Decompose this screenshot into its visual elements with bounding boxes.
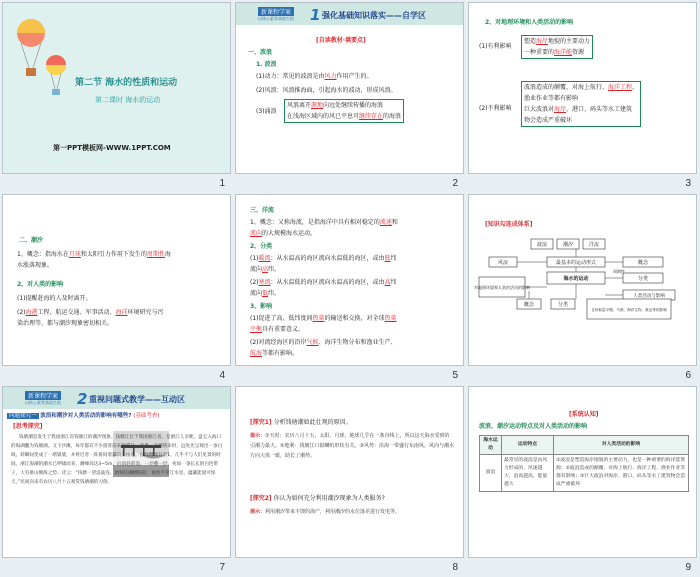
paragraph-2: (1)暖流：从水温高的海区流向水温低的海区，或由低纬 流向高纬。 xyxy=(250,255,397,273)
header-title: 强化基础知识落实——自学区 xyxy=(322,11,426,20)
slide-3[interactable] xyxy=(468,2,697,174)
heading: 一、波浪 xyxy=(248,49,273,56)
paragraph-3: (2)海港工程、航运交通、军事活动、海洋环境研究与污 染治理等，都与潮汐现象密切相关。 xyxy=(17,309,164,327)
node-7: 海水的运动 xyxy=(563,276,589,282)
slide-7[interactable] xyxy=(2,386,231,558)
slide-number: 2 xyxy=(452,178,458,189)
subheading-3: 3、影响 xyxy=(250,303,273,310)
header-tag: 新课程学案 xyxy=(258,7,294,16)
mid-label: 周期性 xyxy=(613,269,625,274)
thumbnail-cell-9[interactable] xyxy=(466,384,699,576)
paragraph-5: (2)对流经海区的沿岸气候、海洋生物分布和渔业生产、 航海等都有影响。 xyxy=(250,339,397,357)
heading: [系统认知] xyxy=(569,411,599,418)
node-1: 波浪 xyxy=(536,242,548,248)
thumbnail-cell-3[interactable] xyxy=(466,0,699,192)
node-5: 最基本的运动形式 xyxy=(555,260,597,266)
subheading: 波浪、潮汐运动特点及对人类活动的影响 xyxy=(479,423,588,430)
question-2: [探究2] 你认为如何充分利用潮汐现象为人类服务? xyxy=(250,495,385,502)
slide-number: 1 xyxy=(219,178,225,189)
node-4: 风浪 xyxy=(497,260,509,266)
line-3-box: 风浪离开源地向远处继续传播的海浪 在浅海区域内的风已平息可继续存在的海浪 xyxy=(284,99,404,123)
heading: [知识勾连成体系] xyxy=(485,221,533,228)
slide-number: 8 xyxy=(452,562,458,573)
paragraph-4: (1)促进了高、低纬度间热量的输送和交换，对全球热量 平衡具有重要意义。 xyxy=(250,315,397,333)
thumbnail-cell-2[interactable] xyxy=(233,0,466,192)
question-1: [探究1] 分析钱塘潮如此壮观的原因。 xyxy=(250,419,352,426)
thumbnail-cell-7[interactable] xyxy=(0,384,233,576)
paragraph-1: 1、概念：又称海流，是指海洋中具有相对稳定的流速和 流向的大规模海水运动。 xyxy=(250,219,398,237)
thumbnail-cell-5[interactable] xyxy=(233,192,466,384)
subheading-2: 2、分类 xyxy=(250,243,273,250)
header-number: 2 xyxy=(77,390,88,408)
header-sub: 以核心素养落地生根 xyxy=(258,16,294,21)
subheading: 2、对人类的影响 xyxy=(17,281,64,288)
thumbnail-cell-1[interactable] xyxy=(0,0,233,192)
table-row: 波浪 最常见的波浪是由风力形成的，风速越大、浪高越高，能量越大 ①波浪是塑造海岸地貌的主要动力，也是一种重要的海洋能资源；②波浪造成的颠覆、对海上航行、海洋工程、渔业作业等都有影响；③巨大波浪对海岸、港口、码头等水工建筑物会造成严重破坏 xyxy=(480,455,689,492)
heading: 2、对地理环境和人类活动的影响 xyxy=(485,19,574,26)
table-header-row: 海水运动 运动特点 对人类活动的影响 xyxy=(480,436,689,455)
node-11: 概念 xyxy=(523,302,535,308)
heading: 二、潮汐 xyxy=(19,237,44,244)
line-1: (1)动力：常见的波浪是由风力作用产生的。 xyxy=(256,73,373,80)
thumbnail-cell-8[interactable] xyxy=(233,384,466,576)
bad-box: 波浪造成的颠覆、对海上航行、海洋工程、 渔业作业等都有影响 巨大波浪对海岸、港口、码头等水工建筑 物会造成严重破坏 xyxy=(521,81,641,127)
node-2: 潮汐 xyxy=(562,242,574,248)
slide-number: 6 xyxy=(685,370,691,381)
answer-2: 提示：利用潮汐带来丰饶的海产，利用潮汐的水位落差进行发电等。 xyxy=(250,509,401,515)
subheading: 1. 波浪 xyxy=(256,61,277,68)
node-3: 洋流 xyxy=(588,242,600,248)
header-tag: 新课程学案 xyxy=(25,391,61,400)
slide-2[interactable] xyxy=(235,2,464,174)
paragraph-3: (2)寒流：从水温低的海区流向水温高的海区，或由高纬 流向低纬。 xyxy=(250,279,397,297)
thumbnail-cell-6[interactable] xyxy=(466,192,699,384)
slide-5[interactable] xyxy=(235,194,464,366)
paragraph-2: (1)提醒赶海的人及时离开。 xyxy=(17,295,92,302)
balloons-illustration xyxy=(11,13,81,113)
slide-number: 4 xyxy=(219,370,225,381)
slide-number: 9 xyxy=(685,562,691,573)
good-label: (1)有利影响 xyxy=(479,43,512,50)
node-13: 含体积量平衡、气候、海洋生物、航运等的影响 xyxy=(591,308,667,312)
good-box: 塑造海岸地貌的主要动力 一种重要的海洋能资源 xyxy=(521,35,593,59)
question-line: 问题探究一 波浪和潮汐对人类活动的影响有哪些? (基础考查) xyxy=(9,413,160,419)
thumbnail-cell-4[interactable] xyxy=(0,192,233,384)
paragraph-1: 1、概念：指海水在月球和太阳引力作用下发生的周期性海 水涨落现象。 xyxy=(17,251,171,269)
node-12: 分类 xyxy=(557,302,569,308)
node-8: 对地理环境和人类的活动的影响 xyxy=(474,285,530,290)
slide-1-title: 第二节 海水的性质和运动 xyxy=(75,78,178,88)
slide-number: 7 xyxy=(219,562,225,573)
story-text: 钱塘潮是发生于我国浙江省钱塘江的潮汐现象。钱塘江位于我国浙江省，是浙江人亲昵，盘它入海口的海湖翻为钱塘湖。又下沙滩，每年都有不少游客前来观赏这一奇景。亲潮到来时，远处先呈现出一条白线，转瞬间变成了一堵银墙，并将近者一阵排闷着都向前推进。白线继续升至1，几乎不与人们见景的时间。浙江海潮的潮水已呼啸而来，潮峰高达3~5m，后浪赶前浪，一层叠一层，宛如一条长长的白色带子，大有排山倒海之势。诗云：“钱塘一望浪波连，顷刻狂澜横眼前；看似平常江水里，蕴藏能量可惊天。”民间向来有农历八月十五观赏钱塘潮的习俗。 xyxy=(11,435,223,485)
line-2: (2)风浪：风浪推海面，引起海水的波动，形成风浪。 xyxy=(256,87,397,94)
line-3-label: (3)涌浪 xyxy=(256,108,277,115)
header-number: 1 xyxy=(310,6,321,24)
slide-1-footer: 第一PPT模板网-WWW.1PPT.COM xyxy=(53,144,171,152)
slide-1[interactable] xyxy=(2,2,231,174)
section-tag: [自读教材·填要点] xyxy=(316,37,366,44)
concept-map xyxy=(469,195,697,366)
slide-8[interactable] xyxy=(235,386,464,558)
header-sub: 以核心素养落地生根 xyxy=(25,400,61,405)
node-10: 人类活动与影响 xyxy=(633,294,665,299)
slide-1-subtitle: 第二课时 海水的运动 xyxy=(95,96,161,104)
slide-9[interactable] xyxy=(468,386,697,558)
node-9: 分类 xyxy=(637,276,649,282)
slide-number: 5 xyxy=(452,370,458,381)
slide-number: 3 xyxy=(685,178,691,189)
think-label: [思考探究] xyxy=(13,423,43,430)
answer-1: 提示：①天时：农历八月十五，太阳、月球、地球几乎在一条直线上，所以这天海水受到的引潮力最大。②地利：钱塘江口似喇叭形状有关。③风势：沿海一带盛行东南风，风向与潮水方向大体一致，助长了潮势。 xyxy=(250,433,454,459)
header-title: 重视问题式教学——互动区 xyxy=(89,395,185,404)
heading: 三、洋流 xyxy=(250,207,275,214)
node-6: 概念 xyxy=(637,260,649,266)
slide-4[interactable] xyxy=(2,194,231,366)
bad-label: (2)不利影响 xyxy=(479,105,512,112)
slide-6[interactable] xyxy=(468,194,697,366)
summary-table xyxy=(479,435,689,492)
